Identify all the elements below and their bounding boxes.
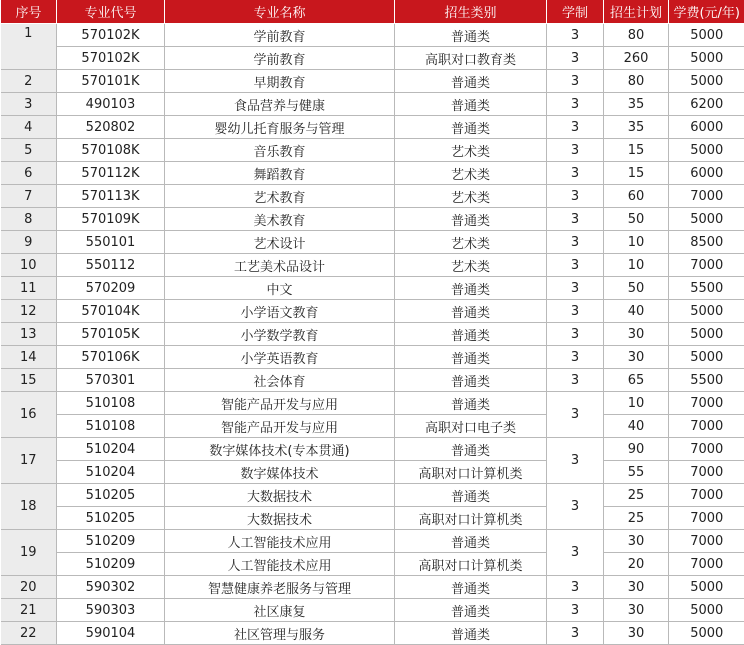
table-row <box>1 185 744 208</box>
category-cell: 艺术类 <box>395 162 547 185</box>
name-cell: 数字媒体技术(专本贯通) <box>165 438 395 461</box>
code-cell: 570102K <box>57 47 165 70</box>
plan-cell: 30 <box>604 576 669 599</box>
plan-cell: 25 <box>604 484 669 507</box>
table-row <box>1 254 744 277</box>
code-cell: 570102K <box>57 24 165 47</box>
years-cell: 3 <box>547 484 604 530</box>
fee-cell: 5500 <box>669 369 744 392</box>
plan-cell: 80 <box>604 70 669 93</box>
years-cell: 3 <box>547 576 604 599</box>
table-row <box>1 530 744 553</box>
code-cell: 510108 <box>57 392 165 415</box>
plan-cell: 260 <box>604 47 669 70</box>
years-cell: 3 <box>547 93 604 116</box>
years-cell: 3 <box>547 277 604 300</box>
header-seq: 序号 <box>1 0 57 24</box>
category-cell: 普通类 <box>395 392 547 415</box>
table-row <box>1 323 744 346</box>
category-cell: 普通类 <box>395 300 547 323</box>
category-cell: 艺术类 <box>395 254 547 277</box>
fee-cell: 5000 <box>669 622 744 645</box>
fee-cell: 5000 <box>669 323 744 346</box>
name-cell: 美术教育 <box>165 208 395 231</box>
category-cell: 高职对口计算机类 <box>395 553 547 576</box>
category-cell: 艺术类 <box>395 139 547 162</box>
code-cell: 510209 <box>57 530 165 553</box>
table-row <box>1 47 744 70</box>
fee-cell: 7000 <box>669 530 744 553</box>
plan-cell: 55 <box>604 461 669 484</box>
plan-cell: 10 <box>604 231 669 254</box>
category-cell: 普通类 <box>395 116 547 139</box>
seq-cell: 18 <box>1 484 57 530</box>
code-cell: 570112K <box>57 162 165 185</box>
years-cell: 3 <box>547 208 604 231</box>
years-cell: 3 <box>547 70 604 93</box>
header-plan: 招生计划 <box>604 0 669 24</box>
code-cell: 510108 <box>57 415 165 438</box>
plan-cell: 80 <box>604 24 669 47</box>
code-cell: 590302 <box>57 576 165 599</box>
seq-cell: 12 <box>1 300 57 323</box>
table-row <box>1 484 744 507</box>
seq-cell: 16 <box>1 392 57 438</box>
table-row <box>1 70 744 93</box>
category-cell: 普通类 <box>395 70 547 93</box>
code-cell: 490103 <box>57 93 165 116</box>
code-cell: 510204 <box>57 438 165 461</box>
category-cell: 普通类 <box>395 576 547 599</box>
table-row <box>1 622 744 645</box>
category-cell: 普通类 <box>395 208 547 231</box>
category-cell: 艺术类 <box>395 185 547 208</box>
years-cell: 3 <box>547 346 604 369</box>
fee-cell: 5000 <box>669 300 744 323</box>
category-cell: 高职对口电子类 <box>395 415 547 438</box>
code-cell: 510209 <box>57 553 165 576</box>
fee-cell: 7000 <box>669 461 744 484</box>
years-cell: 3 <box>547 599 604 622</box>
plan-cell: 50 <box>604 208 669 231</box>
name-cell: 人工智能技术应用 <box>165 530 395 553</box>
seq-cell: 1 <box>1 24 57 70</box>
fee-cell: 7000 <box>669 438 744 461</box>
seq-cell: 13 <box>1 323 57 346</box>
plan-cell: 30 <box>604 622 669 645</box>
years-cell: 3 <box>547 323 604 346</box>
code-cell: 590303 <box>57 599 165 622</box>
years-cell: 3 <box>547 162 604 185</box>
fee-cell: 7000 <box>669 415 744 438</box>
code-cell: 510204 <box>57 461 165 484</box>
category-cell: 普通类 <box>395 24 547 47</box>
table-row <box>1 162 744 185</box>
table-row <box>1 231 744 254</box>
table-row <box>1 139 744 162</box>
category-cell: 普通类 <box>395 484 547 507</box>
name-cell: 小学语文教育 <box>165 300 395 323</box>
plan-cell: 30 <box>604 323 669 346</box>
code-cell: 570106K <box>57 346 165 369</box>
years-cell: 3 <box>547 47 604 70</box>
plan-cell: 25 <box>604 507 669 530</box>
fee-cell: 6000 <box>669 116 744 139</box>
seq-cell: 9 <box>1 231 57 254</box>
years-cell: 3 <box>547 438 604 484</box>
category-cell: 普通类 <box>395 323 547 346</box>
table-row <box>1 438 744 461</box>
code-cell: 510205 <box>57 507 165 530</box>
name-cell: 数字媒体技术 <box>165 461 395 484</box>
name-cell: 中文 <box>165 277 395 300</box>
plan-cell: 60 <box>604 185 669 208</box>
fee-cell: 5500 <box>669 277 744 300</box>
fee-cell: 6000 <box>669 162 744 185</box>
seq-cell: 17 <box>1 438 57 484</box>
plan-cell: 10 <box>604 392 669 415</box>
category-cell: 普通类 <box>395 346 547 369</box>
seq-cell: 2 <box>1 70 57 93</box>
name-cell: 舞蹈教育 <box>165 162 395 185</box>
code-cell: 570101K <box>57 70 165 93</box>
code-cell: 590104 <box>57 622 165 645</box>
years-cell: 3 <box>547 231 604 254</box>
name-cell: 婴幼儿托育服务与管理 <box>165 116 395 139</box>
name-cell: 智能产品开发与应用 <box>165 392 395 415</box>
fee-cell: 5000 <box>669 599 744 622</box>
fee-cell: 5000 <box>669 576 744 599</box>
code-cell: 570108K <box>57 139 165 162</box>
plan-cell: 90 <box>604 438 669 461</box>
category-cell: 普通类 <box>395 369 547 392</box>
table-row <box>1 24 744 47</box>
seq-cell: 11 <box>1 277 57 300</box>
plan-cell: 15 <box>604 139 669 162</box>
name-cell: 人工智能技术应用 <box>165 553 395 576</box>
code-cell: 550101 <box>57 231 165 254</box>
header-code: 专业代号 <box>57 0 165 24</box>
table-row <box>1 116 744 139</box>
category-cell: 普通类 <box>395 277 547 300</box>
plan-cell: 35 <box>604 93 669 116</box>
name-cell: 智能产品开发与应用 <box>165 415 395 438</box>
name-cell: 学前教育 <box>165 47 395 70</box>
name-cell: 小学数学教育 <box>165 323 395 346</box>
category-cell: 普通类 <box>395 622 547 645</box>
seq-cell: 4 <box>1 116 57 139</box>
years-cell: 3 <box>547 622 604 645</box>
fee-cell: 5000 <box>669 139 744 162</box>
plan-cell: 50 <box>604 277 669 300</box>
seq-cell: 3 <box>1 93 57 116</box>
name-cell: 艺术教育 <box>165 185 395 208</box>
table-row <box>1 93 744 116</box>
seq-cell: 21 <box>1 599 57 622</box>
plan-cell: 30 <box>604 346 669 369</box>
category-cell: 艺术类 <box>395 231 547 254</box>
plan-cell: 40 <box>604 415 669 438</box>
name-cell: 早期教育 <box>165 70 395 93</box>
plan-cell: 30 <box>604 530 669 553</box>
years-cell: 3 <box>547 254 604 277</box>
seq-cell: 8 <box>1 208 57 231</box>
fee-cell: 7000 <box>669 507 744 530</box>
name-cell: 学前教育 <box>165 24 395 47</box>
seq-cell: 7 <box>1 185 57 208</box>
fee-cell: 7000 <box>669 553 744 576</box>
header-fee: 学费(元/年) <box>669 0 744 24</box>
seq-cell: 19 <box>1 530 57 576</box>
code-cell: 570301 <box>57 369 165 392</box>
header-row <box>1 0 744 24</box>
table-row <box>1 300 744 323</box>
name-cell: 工艺美术品设计 <box>165 254 395 277</box>
fee-cell: 7000 <box>669 484 744 507</box>
code-cell: 520802 <box>57 116 165 139</box>
name-cell: 社会体育 <box>165 369 395 392</box>
table-row <box>1 599 744 622</box>
plan-cell: 30 <box>604 599 669 622</box>
name-cell: 智慧健康养老服务与管理 <box>165 576 395 599</box>
seq-cell: 5 <box>1 139 57 162</box>
category-cell: 高职对口教育类 <box>395 47 547 70</box>
name-cell: 社区康复 <box>165 599 395 622</box>
fee-cell: 5000 <box>669 47 744 70</box>
fee-cell: 8500 <box>669 231 744 254</box>
fee-cell: 5000 <box>669 24 744 47</box>
years-cell: 3 <box>547 369 604 392</box>
seq-cell: 22 <box>1 622 57 645</box>
plan-cell: 10 <box>604 254 669 277</box>
table-row <box>1 369 744 392</box>
plan-cell: 40 <box>604 300 669 323</box>
name-cell: 食品营养与健康 <box>165 93 395 116</box>
table-row <box>1 392 744 415</box>
table-row <box>1 415 744 438</box>
fee-cell: 5000 <box>669 70 744 93</box>
name-cell: 大数据技术 <box>165 507 395 530</box>
code-cell: 570113K <box>57 185 165 208</box>
seq-cell: 10 <box>1 254 57 277</box>
plan-cell: 15 <box>604 162 669 185</box>
name-cell: 社区管理与服务 <box>165 622 395 645</box>
plan-cell: 20 <box>604 553 669 576</box>
seq-cell: 20 <box>1 576 57 599</box>
fee-cell: 6200 <box>669 93 744 116</box>
seq-cell: 14 <box>1 346 57 369</box>
header-years: 学制 <box>547 0 604 24</box>
code-cell: 550112 <box>57 254 165 277</box>
plan-cell: 35 <box>604 116 669 139</box>
years-cell: 3 <box>547 530 604 576</box>
seq-cell: 15 <box>1 369 57 392</box>
fee-cell: 7000 <box>669 254 744 277</box>
table-row <box>1 553 744 576</box>
category-cell: 高职对口计算机类 <box>395 507 547 530</box>
plan-cell: 65 <box>604 369 669 392</box>
fee-cell: 7000 <box>669 185 744 208</box>
category-cell: 普通类 <box>395 93 547 116</box>
table-row <box>1 507 744 530</box>
years-cell: 3 <box>547 116 604 139</box>
years-cell: 3 <box>547 139 604 162</box>
header-category: 招生类别 <box>395 0 547 24</box>
category-cell: 普通类 <box>395 530 547 553</box>
years-cell: 3 <box>547 24 604 47</box>
code-cell: 570105K <box>57 323 165 346</box>
name-cell: 小学英语教育 <box>165 346 395 369</box>
table-row <box>1 208 744 231</box>
category-cell: 普通类 <box>395 438 547 461</box>
fee-cell: 5000 <box>669 208 744 231</box>
name-cell: 艺术设计 <box>165 231 395 254</box>
code-cell: 570109K <box>57 208 165 231</box>
fee-cell: 5000 <box>669 346 744 369</box>
code-cell: 510205 <box>57 484 165 507</box>
header-name: 专业名称 <box>165 0 395 24</box>
table-row <box>1 576 744 599</box>
years-cell: 3 <box>547 185 604 208</box>
years-cell: 3 <box>547 392 604 438</box>
code-cell: 570209 <box>57 277 165 300</box>
seq-cell: 6 <box>1 162 57 185</box>
table-row <box>1 461 744 484</box>
table-row <box>1 346 744 369</box>
years-cell: 3 <box>547 300 604 323</box>
fee-cell: 7000 <box>669 392 744 415</box>
name-cell: 大数据技术 <box>165 484 395 507</box>
category-cell: 普通类 <box>395 599 547 622</box>
table-row <box>1 277 744 300</box>
category-cell: 高职对口计算机类 <box>395 461 547 484</box>
code-cell: 570104K <box>57 300 165 323</box>
name-cell: 音乐教育 <box>165 139 395 162</box>
